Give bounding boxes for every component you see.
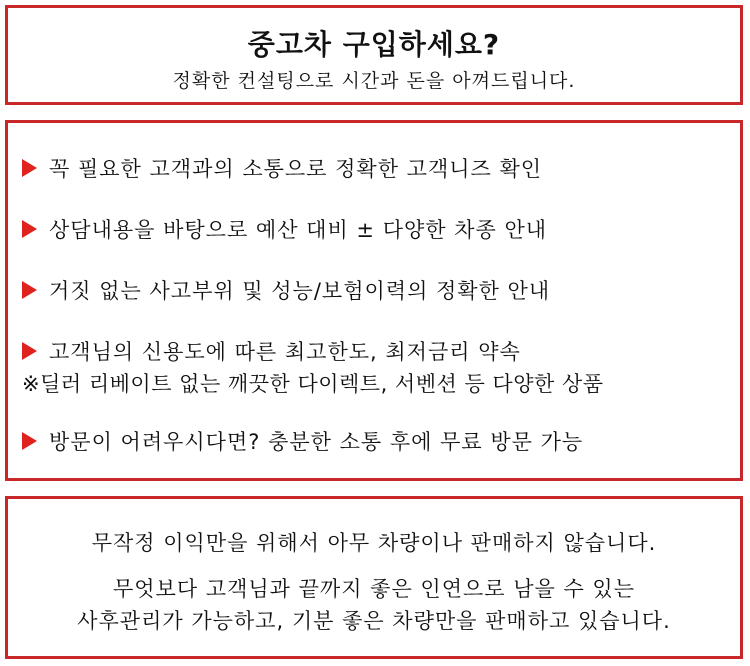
footer-line: 사후관리가 가능하고, 기분 좋은 차량만을 판매하고 있습니다. [77, 609, 671, 633]
list-note: ※딜러 리베이트 없는 깨끗한 다이렉트, 서벤션 등 다양한 상품 [22, 372, 604, 396]
triangle-bullet-icon [22, 159, 37, 177]
features-box [5, 120, 743, 481]
list-item-text: 거짓 없는 사고부위 및 성능/보험이력의 정확한 안내 [49, 279, 551, 303]
header-box [5, 5, 743, 105]
page-title: 중고차 구입하세요? [247, 28, 501, 61]
triangle-bullet-icon [22, 220, 37, 238]
list-item [22, 153, 730, 183]
list-item [22, 426, 730, 456]
triangle-bullet-icon [22, 432, 37, 450]
footer-box [5, 496, 743, 659]
page-subtitle: 정확한 컨설팅으로 시간과 돈을 아껴드립니다. [172, 70, 576, 92]
list-item [22, 275, 730, 305]
list-item-text: 고객님의 신용도에 따른 최고한도, 최저금리 약속 [49, 340, 521, 364]
list-item [22, 336, 730, 366]
list-item [22, 214, 730, 244]
footer-line: 무작정 이익만을 위해서 아무 차량이나 판매하지 않습니다. [91, 531, 657, 555]
list-item-text: 꼭 필요한 고객과의 소통으로 정확한 고객니즈 확인 [49, 157, 543, 181]
list-item-text: 방문이 어려우시다면? 충분한 소통 후에 무료 방문 가능 [49, 430, 584, 454]
triangle-bullet-icon [22, 281, 37, 299]
list-item-text: 상담내용을 바탕으로 예산 대비 ± 다양한 차종 안내 [49, 218, 548, 242]
triangle-bullet-icon [22, 342, 37, 360]
footer-line: 무엇보다 고객님과 끝까지 좋은 인연으로 남을 수 있는 [112, 577, 636, 601]
